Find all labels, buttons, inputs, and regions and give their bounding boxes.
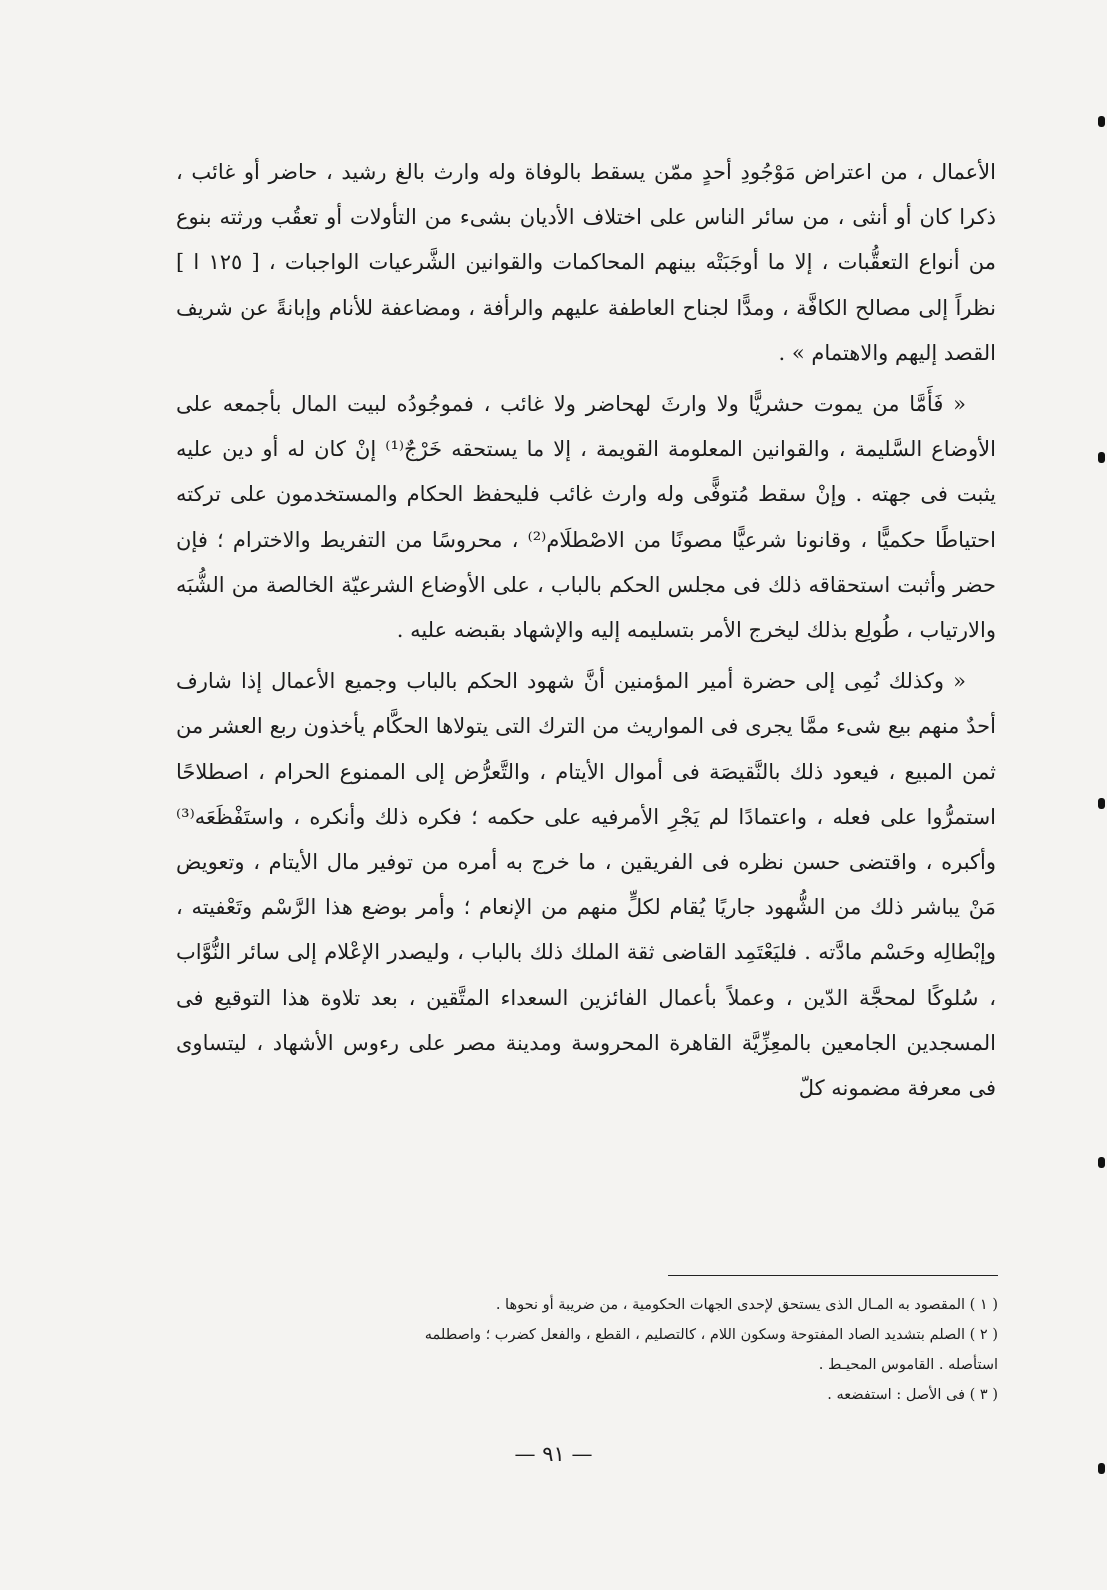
footnote-1: ( ١ ) المقصود به المـال الذى يستحق لإحدى الجهات الحكومية ، من ضريبة أو نحوها .: [495, 1297, 998, 1313]
paragraph-3: « وكذلك نُمِى إلى حضرة أمير المؤمنين أنَّ شهود الحكم بالباب وجميع الأعمال إذا شارف أحدٌ منهم بيع شىء ممَّا يجرى فى المواريث من الترك التى يتولاها الحكَّام يأخذون ربع العشر من ثمن المبيع ، فيعود ذلك بالنَّقيصَة فى أموال الأيتام ، والتَّعرُّض إلى الممنوع الحرام ، اصطلاحًا استمرُّوا على فعله ، واعتمادًا لم يَجْرِ الأمرفيه على حكمه ؛ فكره ذلك وأنكره ، واستَفْظَعَه⁽³⁾ وأكبره ، واقتضى حسن نظره فى الفريقين ، ما خرج به أمره من توفير مال الأيتام ، وتعويض مَنْ يباشر ذلك من الشُّهود جاريًا يُقام لكلٍّ منهم من الإنعام ؛ وأمر بوضع هذا الرَّسْم وتَعْفيته ، وإبْطالِه وحَسْم مادَّته . فليَعْتَمِد القاضى ثقة الملك ذلك بالباب ، وليصدر الإعْلام إلى سائر النُّوَّاب ، سُلوكًا لمحجَّة الدّين ، وعملاً بأعمال الفائزين السعداء المتَّقين ، بعد تلاوة هذا التوقيع فى المسجدين الجامعين بالمعِزِّيَّة القاهرة المحروسة ومدينة مصر على رءوس الأشهاد ، ليتساوى فى معرفة مضمونه كلّ: [176, 669, 996, 1101]
edge-mark: [1098, 1157, 1105, 1168]
page-number: — ٩١ —: [514, 1442, 593, 1466]
edge-mark: [1098, 798, 1105, 809]
footnote-3: ( ٣ ) فى الأصل : استفضعه .: [827, 1387, 998, 1403]
footnote-2: ( ٢ ) الصلم بتشديد الصاد المفتوحة وسكون اللام ، كالتصليم ، القطع ، والفعل كضرب ؛ واصطلمه استأصله . القاموس المحيـط .: [424, 1327, 998, 1373]
paragraph-2: « فَأَمَّا من يموت حشريًّا ولا وارثَ لهحاضر ولا غائب ، فموجُودُه لبيت المال بأجمعه على الأوضاع السَّليمة ، والقوانين المعلومة القويمة ، إلا ما يستحقه خَرْجٌ⁽¹⁾ إنْ كان له أو دين عليه يثبت فى جهته . وإنْ سقط مُتوفًّى وله وارث غائب فليحفظ الحكام والمستخدمون على تركته احتياطًا حكميًّا ، وقانونا شرعيًّا مصونًا من الاصْطلَام⁽²⁾ ، محروسًا من التفريط والاخترام ؛ فإن حضر وأثبت استحقاقه ذلك فى مجلس الحكم بالباب ، على الأوضاع الشرعيّة الخالصة من الشُّبَه والارتياب ، طُولِع بذلك ليخرج الأمر بتسليمه إليه والإشهاد بقبضه عليه .: [176, 392, 996, 643]
main-text: [176, 150, 996, 1111]
edge-mark: [1098, 452, 1105, 463]
edge-mark: [1098, 116, 1105, 127]
paragraph-1: الأعمال ، من اعتراض مَوْجُودِ أحدٍ ممّن يسقط بالوفاة وله وارث بالغ رشيد ، حاضر أو غائب ، ذكرا كان أو أنثى ، من سائر الناس على اختلاف الأديان بشىء من التأولات أو تعقُب ورثته بنوع من أنواع التعقُّبات ، إلا ما أوجَبَتْه بينهم المحاكمات والقوانين الشَّرعيات الواجبات ، [ ١٢٥ ا ] نظراً إلى مصالح الكافَّة ، ومدًّا لجناح العاطفة عليهم والرأفة ، ومضاعفة للأنام وإبانةً عن شريف القصد إليهم والاهتمام » .: [176, 160, 996, 365]
edge-mark: [1098, 1463, 1105, 1474]
footnote-separator: [668, 1275, 998, 1276]
footnotes: [380, 1290, 998, 1410]
